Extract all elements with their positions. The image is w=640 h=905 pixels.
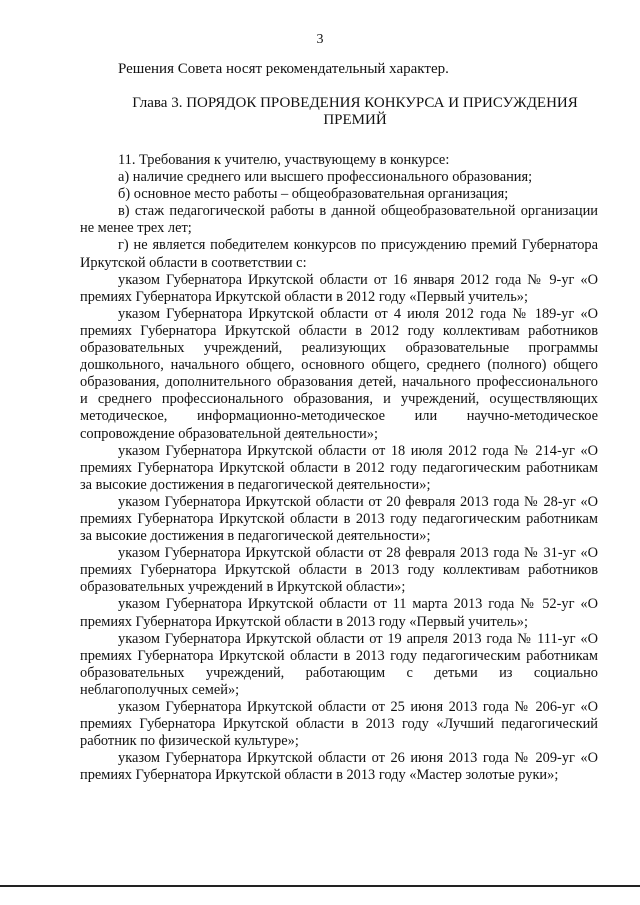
chapter-title: Глава 3. ПОРЯДОК ПРОВЕДЕНИЯ КОНКУРСА И ПРИСУЖДЕНИЯ ПРЕМИЙ: [132, 95, 578, 128]
decree-item: указом Губернатора Иркутской области от 20 февраля 2013 года № 28-уг «О премиях Губернатора Иркутской области в 2013 году педагогическим работникам за высокие достижения в педагогической деятельности»;: [80, 493, 598, 545]
council-decisions-note: Решения Совета носят рекомендательный характер.: [118, 61, 449, 77]
requirement-item-v: в) стаж педагогической работы в данной общеобразовательной организации не менее трех лет;: [80, 203, 598, 237]
decree-item: указом Губернатора Иркутской области от 28 февраля 2013 года № 31-уг «О премиях Губернатора Иркутской области в 2013 году коллективам работников образовательных учреждений в Иркутской области»;: [80, 545, 598, 596]
decree-item: указом Губернатора Иркутской области от 16 января 2012 года № 9-уг «О премиях Губернатора Иркутской области в 2012 году «Первый учитель»;: [80, 271, 598, 305]
page-number: 3: [316, 32, 324, 47]
decree-item: указом Губернатора Иркутской области от 19 апреля 2013 года № 111-уг «О премиях Губернатора Иркутской области в 2013 году педагогическим работникам образовательных учреждений, работающим с детьми из социально неблагополучных семей»;: [80, 630, 598, 698]
decree-item: указом Губернатора Иркутской области от 18 июля 2012 года № 214-уг «О премиях Губернатора Иркутской области в 2012 году педагогическим работникам за высокие достижения в педагогической деятельности»;: [80, 442, 598, 493]
document-body: [80, 152, 598, 784]
requirement-item-a: а) наличие среднего или высшего профессионального образования;: [118, 169, 533, 186]
decree-item: указом Губернатора Иркутской области от 25 июня 2013 года № 206-уг «О премиях Губернатора Иркутской области в 2013 году «Лучший педагогический работник по физической культуре»;: [80, 699, 598, 750]
requirements-heading: 11. Требования к учителю, участвующему в конкурсе:: [118, 152, 450, 168]
decree-item: указом Губернатора Иркутской области от 26 июня 2013 года № 209-уг «О премиях Губернатора Иркутской области в 2013 году «Мастер золотые руки»;: [80, 750, 598, 784]
decree-item: указом Губернатора Иркутской области от 11 марта 2013 года № 52-уг «О премиях Губернатора Иркутской области в 2013 году «Первый учитель»;: [80, 596, 598, 630]
decree-item: указом Губернатора Иркутской области от 4 июля 2012 года № 189-уг «О премиях Губернатора Иркутской области в 2012 году коллективам работников образовательных учреждений, реализующих образовательные программы дошкольного, начального общего, основного общего, среднего (полного) общего образования, дополнительного образования детей, начального профессионального и среднего профессионального образования, и учреждений, осуществляющих методическое, информационно-методическое или научно-методическое сопровождение образовательной деятельности»;: [80, 305, 598, 442]
page-bottom-border: [0, 885, 640, 887]
requirement-item-g: г) не является победителем конкурсов по присуждению премий Губернатора Иркутской области в соответствии с:: [80, 237, 598, 271]
requirement-item-b: б) основное место работы – общеобразовательная организация;: [118, 186, 509, 203]
